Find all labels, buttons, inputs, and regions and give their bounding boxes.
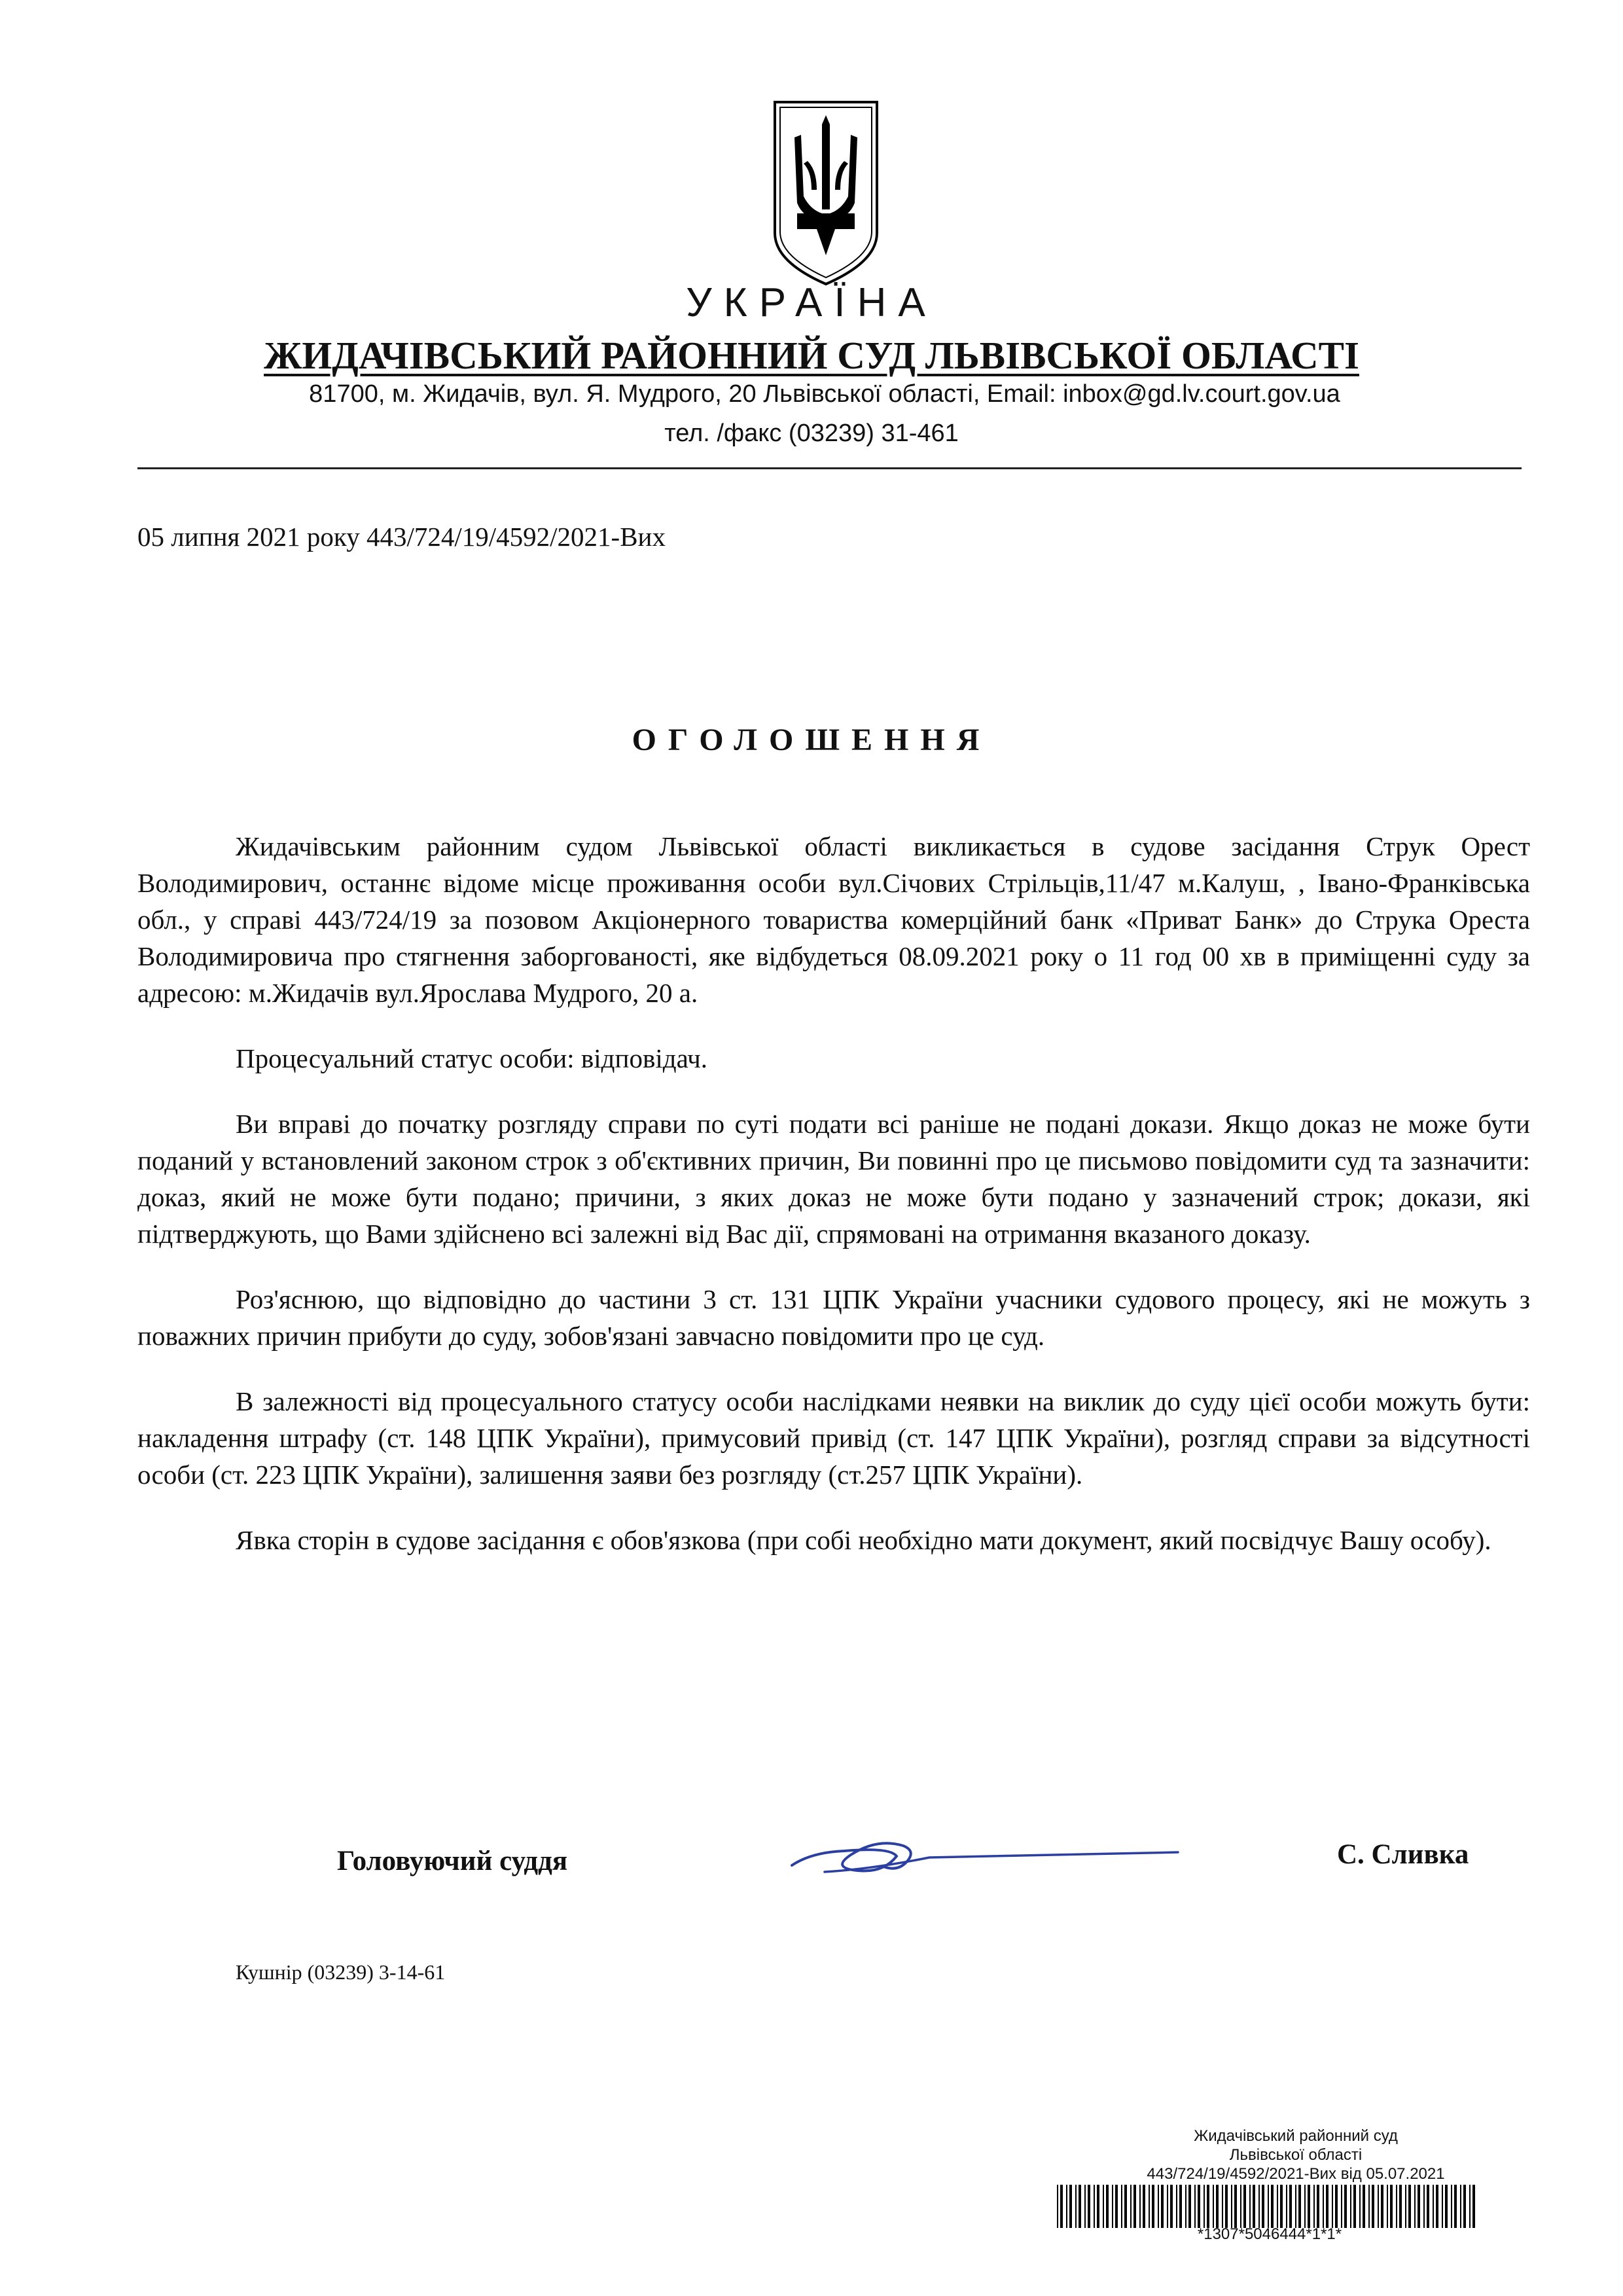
paragraph: Жидачівським районним судом Львівської області викликається в судове засідання Струк Орест Володимирович, останнє відоме місце проживання особи вул.Січових Стрільців,11/47 м.Калуш, , Івано-Франківська обл., у справі 443/724/19 за позовом Акціонерного товариства комерційний банк «Приват Банк» до Струка Ореста Володимировича про стягнення заборгованості, яке відбудеться 08.09.2021 року о 11 год 00 хв в приміщенні суду за адресою: м.Жидачів вул.Ярослава Мудрого, 20 а. [137, 831, 1530, 1008]
paragraph: Явка сторін в судове засідання є обов'язкова (при собі необхідно мати документ, який посвідчує Вашу особу). [236, 1525, 1491, 1555]
judge-name: С. Сливка [1337, 1839, 1469, 1870]
paragraph: В залежності від процесуального статусу особи наслідками неявки на виклик до суду цієї особи можуть бути: накладення штрафу (ст. 148 ЦПК України), примусовий привід (ст. 147 ЦПК України), розгляд справи за відсутності особи (ст. 223 ЦПК України), залишення заяви без розгляду (ст.257 ЦПК України). [137, 1386, 1530, 1490]
outgoing-number: 05 липня 2021 року 443/724/19/4592/2021-Вих [137, 522, 666, 552]
paragraph: Роз'яснюю, що відповідно до частини 3 ст. 131 ЦПК України учасники судового процесу, які не можуть з поважних причин прибути до суду, зобов'язані завчасно повідомити про це суд. [137, 1284, 1530, 1351]
coat-of-arms-icon [771, 98, 881, 288]
executor-contact: Кушнір (03239) 3-14-61 [236, 1960, 446, 1984]
document-title: ОГОЛОШЕННЯ [632, 723, 991, 757]
header-court-name: ЖИДАЧІВСЬКИЙ РАЙОННИЙ СУД ЛЬВІВСЬКОЇ ОБЛАСТІ [264, 334, 1359, 377]
paragraph: Процесуальний статус особи: відповідач. [236, 1043, 708, 1073]
handwritten-signature [785, 1813, 1191, 1892]
header-country: УКРАЇНА [686, 280, 937, 325]
barcode-text: *1307*5046444*1*1* [1197, 2225, 1342, 2243]
barcode-icon [1057, 2185, 1479, 2228]
stamp-region: Львівської області [1229, 2146, 1363, 2164]
header-divider [137, 467, 1522, 469]
header-address: 81700, м. Жидачів, вул. Я. Мудрого, 20 Львівської області, Email: inbox@gd.lv.court.gov.ua [309, 380, 1340, 408]
paragraph: Ви вправі до початку розгляду справи по суті подати всі раніше не подані докази. Якщо доказ не може бути поданий у встановлений законом строк з об'єктивних причин, Ви повинні про це письмово повідомити суд та зазначити: доказ, який не може бути подано; причини, з яких доказ не може бути подано у зазначений строк; докази, які підтверджують, що Вами здійснено всі залежні від Вас дії, спрямовані на отримання вказаного доказу. [137, 1109, 1530, 1249]
stamp-court: Жидачівський районний суд [1194, 2127, 1398, 2145]
header-phone: тел. /факс (03239) 31-461 [664, 420, 959, 447]
document-body [137, 828, 1530, 1587]
stamp-number: 443/724/19/4592/2021-Вих від 05.07.2021 [1147, 2165, 1445, 2183]
signature-label: Головуючий суддя [337, 1846, 568, 1876]
